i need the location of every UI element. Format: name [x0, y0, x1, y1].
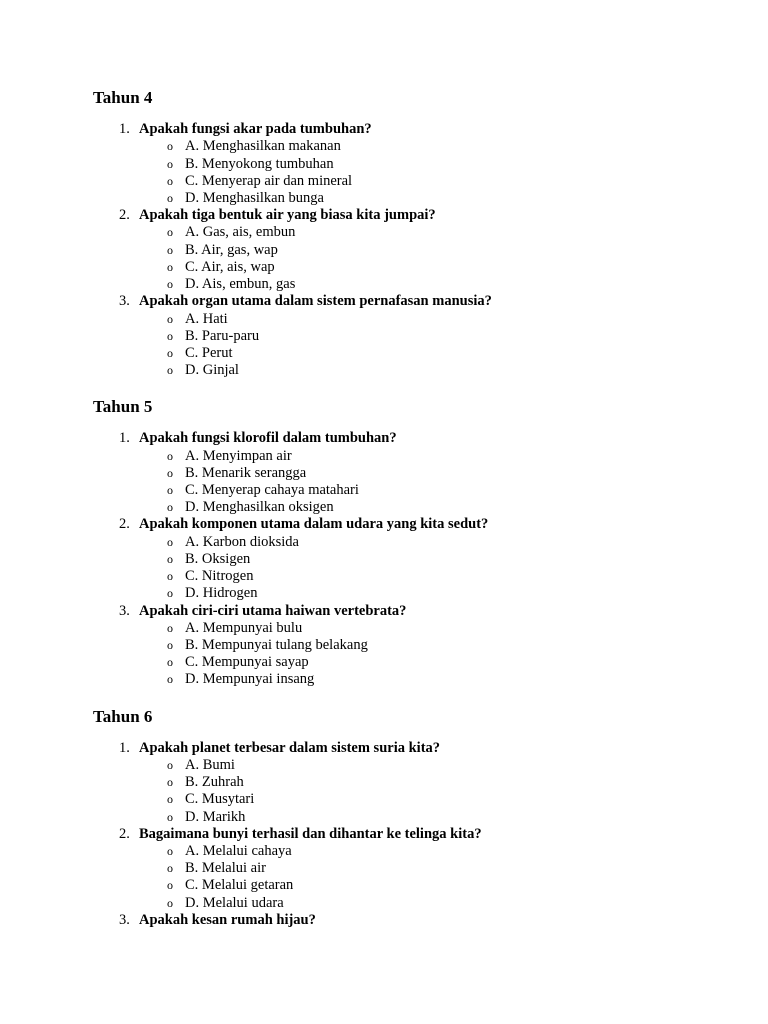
sections-container	[93, 87, 733, 929]
bullet-icon: o	[167, 844, 173, 859]
section-3	[93, 706, 733, 930]
question-item	[93, 740, 733, 826]
option-item	[93, 671, 733, 688]
bullet-icon: o	[167, 483, 173, 498]
question-number: 3.	[119, 602, 130, 619]
option-item	[93, 843, 733, 860]
question-item	[93, 826, 733, 912]
question-row	[93, 293, 733, 310]
option-item	[93, 138, 733, 155]
question-row	[93, 121, 733, 138]
bullet-icon: o	[167, 861, 173, 876]
question-item	[93, 912, 733, 929]
option-item	[93, 345, 733, 362]
option-text: D. Ginjal	[185, 362, 239, 379]
bullet-icon: o	[167, 569, 173, 584]
option-list	[93, 311, 733, 380]
option-text: A. Menyimpan air	[185, 447, 292, 464]
bullet-icon: o	[167, 757, 173, 772]
option-item	[93, 809, 733, 826]
option-text: D. Menghasilkan bunga	[185, 189, 324, 206]
option-text: A. Gas, ais, embun	[185, 224, 296, 241]
option-text: D. Melalui udara	[185, 894, 284, 911]
question-text: Apakah planet terbesar dalam sistem suria kita?	[139, 739, 441, 756]
option-item	[93, 860, 733, 877]
question-number: 2.	[119, 207, 130, 224]
option-item	[93, 774, 733, 791]
option-text: B. Oksigen	[185, 550, 251, 567]
bullet-icon: o	[167, 672, 173, 687]
question-item	[93, 603, 733, 689]
question-row	[93, 207, 733, 224]
bullet-icon: o	[167, 173, 173, 188]
question-number: 3.	[119, 911, 130, 928]
question-row	[93, 826, 733, 843]
option-list	[93, 843, 733, 912]
option-item	[93, 551, 733, 568]
option-text: C. Menyerap cahaya matahari	[185, 482, 359, 499]
option-text: A. Menghasilkan makanan	[185, 138, 341, 155]
question-number-cell	[93, 293, 139, 310]
question-list	[93, 740, 733, 930]
question-row	[93, 603, 733, 620]
section-1	[93, 87, 733, 379]
question-item	[93, 293, 733, 379]
question-row	[93, 912, 733, 929]
question-number-cell	[93, 603, 139, 620]
option-text: C. Menyerap air dan mineral	[185, 172, 353, 189]
option-text: A. Melalui cahaya	[185, 843, 292, 860]
bullet-icon: o	[167, 655, 173, 670]
bullet-icon: o	[167, 311, 173, 326]
option-text: A. Bumi	[185, 756, 235, 773]
option-item	[93, 534, 733, 551]
bullet-icon: o	[167, 242, 173, 257]
bullet-icon: o	[167, 500, 173, 515]
option-item	[93, 877, 733, 894]
option-item	[93, 173, 733, 190]
bullet-icon: o	[167, 551, 173, 566]
option-text: C. Perut	[185, 344, 233, 361]
option-text: A. Hati	[185, 310, 228, 327]
option-item	[93, 328, 733, 345]
bullet-icon: o	[167, 638, 173, 653]
question-item	[93, 430, 733, 516]
option-text: B. Menyokong tumbuhan	[185, 155, 334, 172]
bullet-icon: o	[167, 345, 173, 360]
question-item	[93, 121, 733, 207]
option-item	[93, 465, 733, 482]
option-item	[93, 242, 733, 259]
section-title: Tahun 6	[93, 706, 153, 726]
question-number-cell	[93, 121, 139, 138]
option-text: B. Menarik serangga	[185, 464, 307, 481]
question-number-cell	[93, 740, 139, 757]
section-2	[93, 396, 733, 688]
bullet-icon: o	[167, 328, 173, 343]
question-number: 2.	[119, 825, 130, 842]
question-number: 2.	[119, 516, 130, 533]
option-text: C. Nitrogen	[185, 568, 254, 585]
question-number: 1.	[119, 430, 130, 447]
question-item	[93, 207, 733, 293]
question-number-cell	[93, 912, 139, 929]
section-title: Tahun 5	[93, 397, 153, 417]
option-text: D. Ais, embun, gas	[185, 276, 296, 293]
bullet-icon: o	[167, 448, 173, 463]
question-text: Apakah komponen utama dalam udara yang kita sedut?	[139, 516, 489, 533]
option-item	[93, 637, 733, 654]
bullet-icon: o	[167, 139, 173, 154]
option-list	[93, 448, 733, 517]
option-text: C. Air, ais, wap	[185, 258, 275, 275]
option-text: B. Mempunyai tulang belakang	[185, 637, 368, 654]
bullet-icon: o	[167, 775, 173, 790]
bullet-icon: o	[167, 156, 173, 171]
bullet-icon: o	[167, 809, 173, 824]
option-item	[93, 654, 733, 671]
bullet-icon: o	[167, 190, 173, 205]
question-list	[93, 430, 733, 688]
bullet-icon: o	[167, 277, 173, 292]
option-item	[93, 362, 733, 379]
question-number-cell	[93, 207, 139, 224]
option-item	[93, 276, 733, 293]
option-item	[93, 224, 733, 241]
question-row	[93, 430, 733, 447]
question-row	[93, 740, 733, 757]
option-list	[93, 620, 733, 689]
option-text: A. Karbon dioksida	[185, 533, 299, 550]
option-item	[93, 791, 733, 808]
option-item	[93, 156, 733, 173]
option-list	[93, 224, 733, 293]
option-item	[93, 259, 733, 276]
option-item	[93, 311, 733, 328]
option-item	[93, 757, 733, 774]
option-item	[93, 448, 733, 465]
question-number: 1.	[119, 121, 130, 137]
option-text: D. Mempunyai insang	[185, 671, 315, 688]
option-item	[93, 585, 733, 602]
option-list	[93, 757, 733, 826]
question-number: 3.	[119, 293, 130, 310]
option-text: B. Paru-paru	[185, 327, 260, 344]
bullet-icon: o	[167, 792, 173, 807]
option-text: B. Air, gas, wap	[185, 241, 278, 258]
question-text: Apakah fungsi klorofil dalam tumbuhan?	[139, 430, 397, 447]
option-item	[93, 482, 733, 499]
question-list	[93, 121, 733, 379]
question-item	[93, 516, 733, 602]
section-title: Tahun 4	[93, 88, 153, 107]
bullet-icon: o	[167, 586, 173, 601]
bullet-icon: o	[167, 465, 173, 480]
question-text: Bagaimana bunyi terhasil dan dihantar ke telinga kita?	[139, 825, 482, 842]
question-number-cell	[93, 826, 139, 843]
bullet-icon: o	[167, 878, 173, 893]
option-text: A. Mempunyai bulu	[185, 619, 303, 636]
option-text: D. Marikh	[185, 808, 246, 825]
bullet-icon: o	[167, 895, 173, 910]
bullet-icon: o	[167, 225, 173, 240]
bullet-icon: o	[167, 534, 173, 549]
bullet-icon: o	[167, 620, 173, 635]
option-item	[93, 499, 733, 516]
option-list	[93, 138, 733, 207]
bullet-icon: o	[167, 363, 173, 378]
question-text: Apakah ciri-ciri utama haiwan vertebrata?	[139, 602, 407, 619]
option-item	[93, 620, 733, 637]
question-text: Apakah kesan rumah hijau?	[139, 911, 316, 928]
option-text: B. Zuhrah	[185, 774, 244, 791]
question-text: Apakah organ utama dalam sistem pernafasan manusia?	[139, 293, 492, 310]
option-text: C. Musytari	[185, 791, 255, 808]
option-text: D. Hidrogen	[185, 585, 258, 602]
option-text: C. Melalui getaran	[185, 877, 294, 894]
option-text: B. Melalui air	[185, 860, 266, 877]
option-text: C. Mempunyai sayap	[185, 654, 309, 671]
question-text: Apakah tiga bentuk air yang biasa kita jumpai?	[139, 207, 436, 224]
question-number: 1.	[119, 739, 130, 756]
bullet-icon: o	[167, 259, 173, 274]
question-number-cell	[93, 516, 139, 533]
option-item	[93, 190, 733, 207]
option-item	[93, 568, 733, 585]
question-text: Apakah fungsi akar pada tumbuhan?	[139, 121, 372, 137]
option-list	[93, 534, 733, 603]
question-row	[93, 516, 733, 533]
option-text: D. Menghasilkan oksigen	[185, 499, 334, 516]
document-page	[93, 87, 733, 929]
option-item	[93, 895, 733, 912]
question-number-cell	[93, 430, 139, 447]
